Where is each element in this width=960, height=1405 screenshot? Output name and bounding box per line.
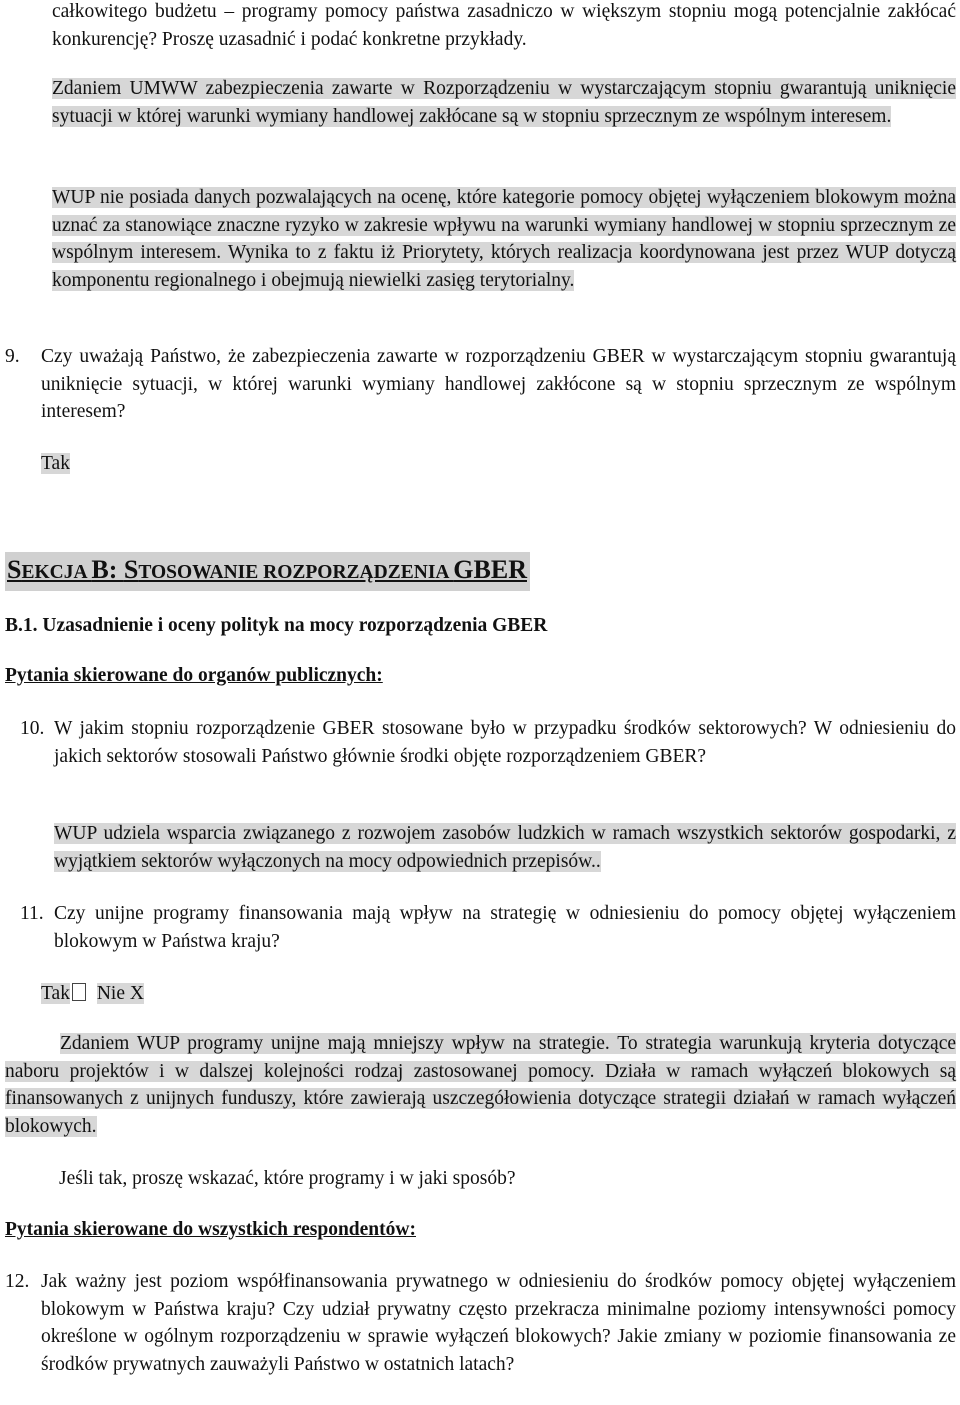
question-10-number: 10. [20,718,45,739]
question-9-text [41,343,956,426]
umww-answer-text: Zdaniem UMWW zabezpieczenia zawarte w Rozporządzeniu w wystarczającym stopniu gwarantują uniknięcie sytuacji w której warunki wymiany handlowej zakłócane są w stopniu sprzecznym ze wspólnym interesem. [52,78,956,127]
question-12-label: Jak ważny jest poziom współfinansowania prywatnego w odniesieniu do środków pomocy objętej wyłączeniem blokowym w Państwa kraju? Czy udział prywatny często przekracza minimalne poziomy intensywności pomocy określone w ogólnym rozporządzeniu w sprawie wyłączeń blokowych? Jakie zmiany w poziomie finansowania ze środków prywatnych zauważyli Państwo w ostatnich latach? [41,1271,956,1375]
question-11-answer [5,1030,956,1140]
intro-text: całkowitego budżetu – programy pomocy państwa zasadniczo w większym stopniu mogą potencjalnie zakłócać konkurencję? Proszę uzasadnić i podać konkretne przykłady. [52,1,956,50]
public-respondents-heading: Pytania skierowane do organów publicznych: [5,665,383,686]
question-10-answer-text: WUP udziela wsparcia związanego z rozwojem zasobów ludzkich w ramach wszystkich sektorów gospodarki, z wyjątkiem sektorów wyłączonych na mocy odpowiednich przepisów.. [54,823,956,872]
question-11-followup: Jeśli tak, proszę wskazać, które programy i w jaki sposób? [59,1168,516,1189]
question-11-number: 11. [20,903,44,924]
section-b-s: S [7,555,22,584]
question-12-text [41,1268,956,1378]
question-10-label: W jakim stopniu rozporządzenie GBER stosowane było w przypadku środków sektorowych? W odniesieniu do jakich sektorów stosowali Państwo głównie środki objęte rozporządzeniem GBER? [54,718,956,767]
question-12-number: 12. [5,1271,30,1292]
question-10-text [54,715,956,770]
question-11-label: Czy unijne programy finansowania mają wpływ na strategię w odniesieniu do pomocy objętej wyłączeniem blokowym w Państwa kraju? [54,903,956,952]
wup-answer [52,184,956,294]
question-11-answer-text: Zdaniem WUP programy unijne mają mniejszy wpływ na strategie. To strategia warunkują kryteria dotyczące naboru projektów i w dalszej kolejności rodzaj zastosowanej pomocy. Działa w ramach wyłączeń blokowych są finansowanych z unijnych funduszy, które zawierają uszczegółowienia dotyczące strategii działań w ramach wyłączeń blokowych. [5,1033,956,1137]
section-b-gber: GBER [453,555,527,584]
all-respondents-heading: Pytania skierowane do wszystkich respondentów: [5,1219,416,1240]
question-9-label: Czy uważają Państwo, że zabezpieczenia zawarte w rozporządzeniu GBER w wystarczającym stopniu gwarantują uniknięcie sytuacji, w której warunki wymiany handlowej zakłócone są w stopniu sprzecznym ze wspólnym interesem? [41,346,956,422]
b1-heading: B.1. Uzasadnienie i oceny polityk na mocy rozporządzenia GBER [5,615,548,636]
question-11-text [54,900,956,955]
section-b-heading [5,552,530,591]
section-b-ekcja: EKCJA [21,562,92,583]
question-10-answer [54,820,956,875]
section-b-s2: S [123,555,139,584]
option-no[interactable]: Nie X [96,983,144,1004]
option-yes-checkbox[interactable] [72,983,86,1001]
question-9-answer-text: Tak [41,453,70,474]
umww-answer [52,75,956,130]
intro-paragraph [52,0,956,53]
question-9-number: 9. [5,346,20,367]
section-b-b: B: [91,555,124,584]
section-b-towanie: TOSOWANIE ROZPORZĄDZENIA [138,562,454,583]
question-11-options [41,980,144,1008]
wup-answer-text: WUP nie posiada danych pozwalających na ocenę, które kategorie pomocy objętej wyłączeniem blokowym można uznać za stanowiące znaczne ryzyko w zakresie wpływu na warunki wymiany handlowej w stopniu sprzecznym ze wspólnym interesem. Wynika to z faktu iż Priorytety, których realizacja koordynowana jest przez WUP dotyczą komponentu regionalnego i obejmują niewielki zasięg terytorialny. [52,187,956,291]
option-yes[interactable]: Tak [41,983,70,1004]
question-9-answer [41,450,70,478]
